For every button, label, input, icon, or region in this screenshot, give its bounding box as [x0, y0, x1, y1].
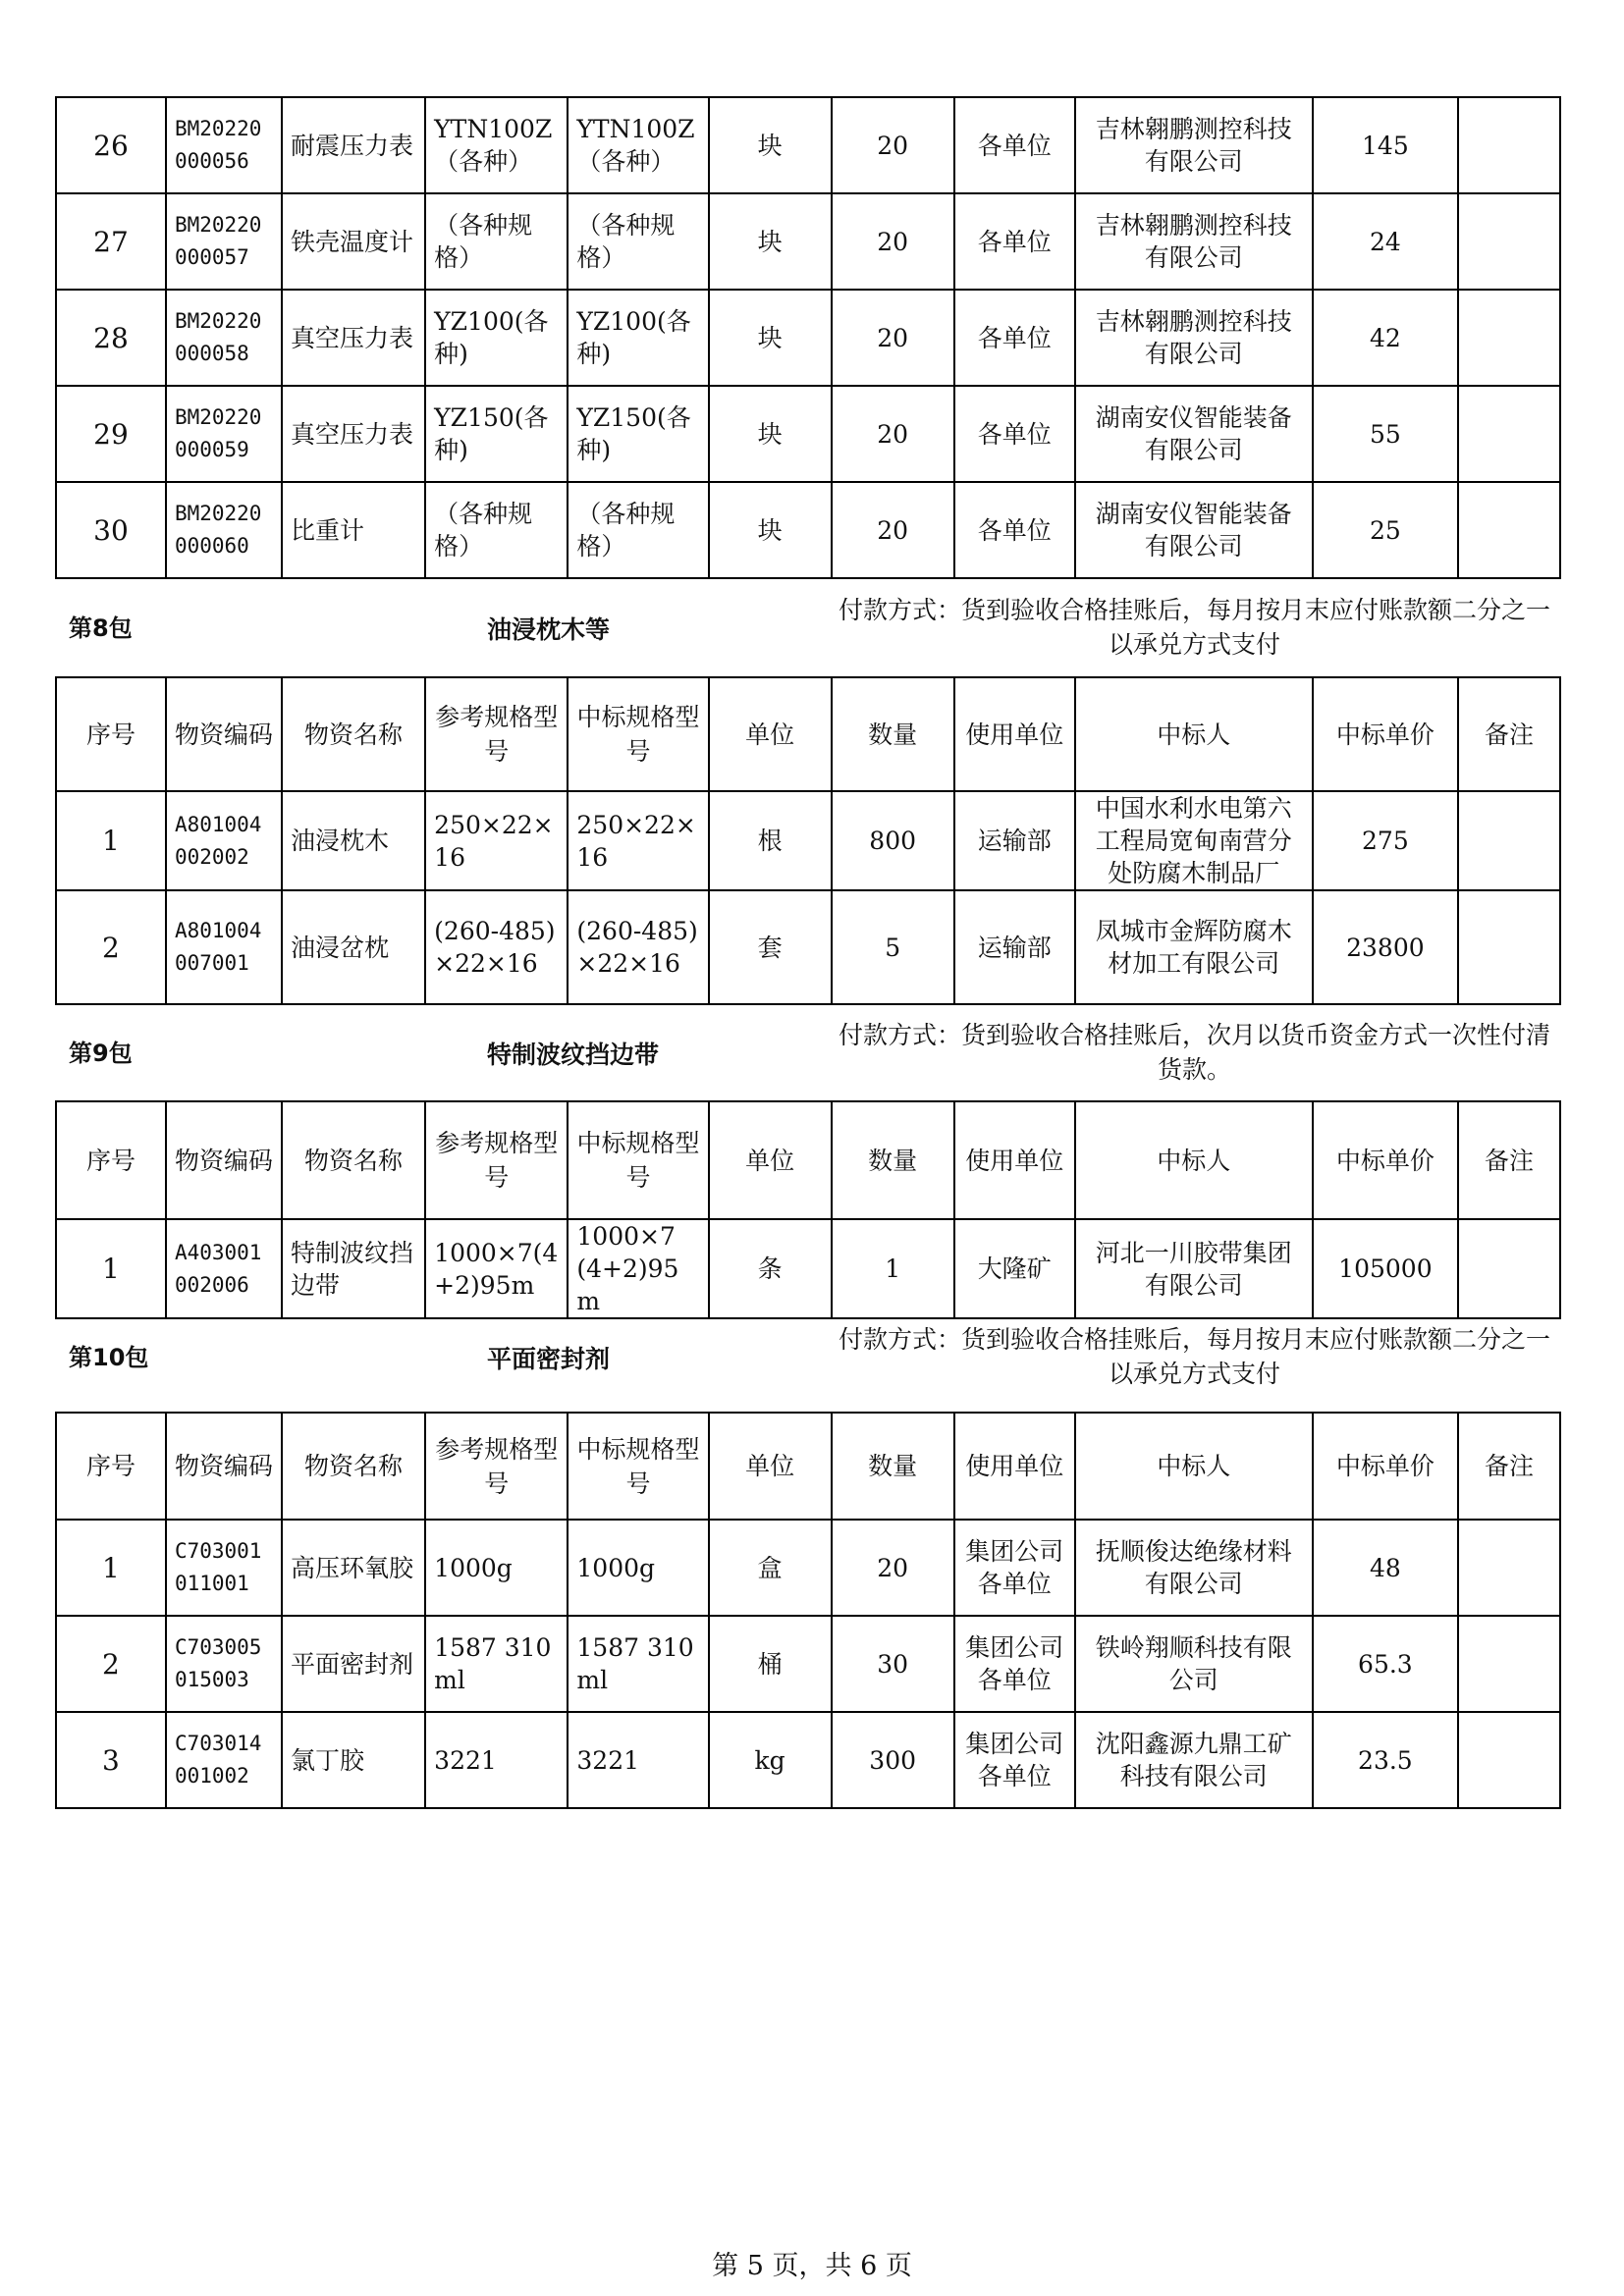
price-cell: 105000 — [1313, 1219, 1458, 1318]
qty-cell: 5 — [832, 890, 954, 1004]
column-header: 中标人 — [1075, 677, 1313, 791]
win-spec-cell: 1000g — [568, 1520, 708, 1616]
code-cell: BM20220000060 — [166, 482, 282, 578]
column-header: 使用单位 — [954, 1101, 1075, 1219]
column-header: 单位 — [709, 1101, 832, 1219]
unit-cell: 盒 — [709, 1520, 832, 1616]
code-cell: BM20220000057 — [166, 193, 282, 290]
column-header: 备注 — [1458, 677, 1560, 791]
win-spec-cell: YZ150(各种) — [568, 386, 708, 482]
package-number: 第9包 — [69, 1040, 133, 1067]
user-cell: 各单位 — [954, 386, 1075, 482]
winner-cell: 铁岭翔顺科技有限公司 — [1075, 1616, 1313, 1712]
seq-cell: 1 — [56, 1219, 166, 1318]
table-row — [56, 290, 1560, 386]
price-cell: 24 — [1313, 193, 1458, 290]
qty-cell: 20 — [832, 1520, 954, 1616]
code-cell: BM20220000059 — [166, 386, 282, 482]
table-row — [56, 890, 1560, 1004]
code-cell: C703014001002 — [166, 1712, 282, 1808]
note-cell — [1458, 890, 1560, 1004]
win-spec-cell: YZ100(各种) — [568, 290, 708, 386]
name-cell: 平面密封剂 — [282, 1616, 425, 1712]
win-spec-cell: YTN100Z（各种） — [568, 97, 708, 193]
name-cell: 铁壳温度计 — [282, 193, 425, 290]
column-header: 中标规格型号 — [568, 1413, 708, 1520]
column-header: 序号 — [56, 677, 166, 791]
column-header: 单位 — [709, 677, 832, 791]
seq-cell: 26 — [56, 97, 166, 193]
user-cell: 各单位 — [954, 290, 1075, 386]
ref-spec-cell: YTN100Z（各种） — [425, 97, 568, 193]
name-cell: 氯丁胶 — [282, 1712, 425, 1808]
ref-spec-cell: YZ150(各种) — [425, 386, 568, 482]
code-cell: C703005015003 — [166, 1616, 282, 1712]
column-header: 中标单价 — [1313, 1413, 1458, 1520]
unit-cell: kg — [709, 1712, 832, 1808]
package-number: 第10包 — [69, 1344, 149, 1371]
unit-cell: 块 — [709, 386, 832, 482]
name-cell: 比重计 — [282, 482, 425, 578]
user-cell: 集团公司各单位 — [954, 1712, 1075, 1808]
column-header: 物资编码 — [166, 1101, 282, 1219]
name-cell: 特制波纹挡边带 — [282, 1219, 425, 1318]
price-cell: 55 — [1313, 386, 1458, 482]
note-cell — [1458, 1219, 1560, 1318]
table-row — [56, 193, 1560, 290]
winner-cell: 吉林翱鹏测控科技有限公司 — [1075, 290, 1313, 386]
table-header-row — [56, 1101, 1560, 1219]
unit-cell: 条 — [709, 1219, 832, 1318]
table-row — [56, 1219, 1560, 1318]
code-cell: BM20220000056 — [166, 97, 282, 193]
winner-cell: 抚顺俊达绝缘材料有限公司 — [1075, 1520, 1313, 1616]
unit-cell: 块 — [709, 482, 832, 578]
unit-cell: 根 — [709, 791, 832, 890]
user-cell: 集团公司各单位 — [954, 1616, 1075, 1712]
price-cell: 48 — [1313, 1520, 1458, 1616]
user-cell: 运输部 — [954, 890, 1075, 1004]
user-cell: 各单位 — [954, 97, 1075, 193]
package-10-table — [55, 1412, 1561, 1809]
seq-cell: 2 — [56, 1616, 166, 1712]
qty-cell: 20 — [832, 193, 954, 290]
win-spec-cell: 1000×7(4+2)95m — [568, 1219, 708, 1318]
note-cell — [1458, 791, 1560, 890]
payment-terms: 付款方式：货到验收合格挂账后，每月按月末应付账款额二分之一以承兑方式支付 — [838, 596, 1550, 659]
qty-cell: 800 — [832, 791, 954, 890]
column-header: 中标单价 — [1313, 1101, 1458, 1219]
win-spec-cell: 250×22×16 — [568, 791, 708, 890]
page-footer: 第 5 页，共 6 页 — [712, 2251, 912, 2281]
user-cell: 集团公司各单位 — [954, 1520, 1075, 1616]
unit-cell: 块 — [709, 290, 832, 386]
seq-cell: 3 — [56, 1712, 166, 1808]
seq-cell: 2 — [56, 890, 166, 1004]
table-header-row — [56, 1413, 1560, 1520]
table-row — [56, 97, 1560, 193]
column-header: 参考规格型号 — [425, 1413, 568, 1520]
winner-cell: 吉林翱鹏测控科技有限公司 — [1075, 193, 1313, 290]
note-cell — [1458, 193, 1560, 290]
column-header: 物资编码 — [166, 1413, 282, 1520]
code-cell: A403001002006 — [166, 1219, 282, 1318]
column-header: 数量 — [832, 677, 954, 791]
user-cell: 运输部 — [954, 791, 1075, 890]
ref-spec-cell: 1587 310ml — [425, 1616, 568, 1712]
user-cell: 大隆矿 — [954, 1219, 1075, 1318]
column-header: 数量 — [832, 1413, 954, 1520]
price-cell: 42 — [1313, 290, 1458, 386]
note-cell — [1458, 290, 1560, 386]
column-header: 使用单位 — [954, 1413, 1075, 1520]
column-header: 序号 — [56, 1413, 166, 1520]
package-10-header — [55, 1318, 1561, 1397]
column-header: 中标规格型号 — [568, 1101, 708, 1219]
price-cell: 25 — [1313, 482, 1458, 578]
code-cell: C703001011001 — [166, 1520, 282, 1616]
winner-cell: 中国水利水电第六工程局宽甸南营分处防腐木制品厂 — [1075, 791, 1313, 890]
seq-cell: 1 — [56, 1520, 166, 1616]
ref-spec-cell: 3221 — [425, 1712, 568, 1808]
ref-spec-cell: （各种规格） — [425, 193, 568, 290]
column-header: 中标单价 — [1313, 677, 1458, 791]
price-cell: 23.5 — [1313, 1712, 1458, 1808]
table-row — [56, 386, 1560, 482]
seq-cell: 30 — [56, 482, 166, 578]
column-header: 物资名称 — [282, 677, 425, 791]
note-cell — [1458, 1712, 1560, 1808]
qty-cell: 20 — [832, 97, 954, 193]
note-cell — [1458, 1616, 1560, 1712]
table-row — [56, 482, 1560, 578]
note-cell — [1458, 386, 1560, 482]
qty-cell: 20 — [832, 386, 954, 482]
column-header: 中标人 — [1075, 1101, 1313, 1219]
winner-cell: 吉林翱鹏测控科技有限公司 — [1075, 97, 1313, 193]
package-title: 油浸枕木等 — [487, 615, 611, 644]
ref-spec-cell: (260-485)×22×16 — [425, 890, 568, 1004]
note-cell — [1458, 97, 1560, 193]
package-9-table — [55, 1100, 1561, 1319]
price-cell: 145 — [1313, 97, 1458, 193]
continued-table — [55, 96, 1561, 579]
column-header: 备注 — [1458, 1101, 1560, 1219]
winner-cell: 湖南安仪智能装备有限公司 — [1075, 386, 1313, 482]
name-cell: 真空压力表 — [282, 290, 425, 386]
name-cell: 耐震压力表 — [282, 97, 425, 193]
package-title: 平面密封剂 — [487, 1345, 611, 1373]
qty-cell: 300 — [832, 1712, 954, 1808]
seq-cell: 1 — [56, 791, 166, 890]
note-cell — [1458, 482, 1560, 578]
winner-cell: 凤城市金辉防腐木材加工有限公司 — [1075, 890, 1313, 1004]
name-cell: 真空压力表 — [282, 386, 425, 482]
qty-cell: 20 — [832, 482, 954, 578]
payment-terms: 付款方式：货到验收合格挂账后，每月按月末应付账款额二分之一以承兑方式支付 — [838, 1325, 1550, 1388]
column-header: 参考规格型号 — [425, 677, 568, 791]
seq-cell: 29 — [56, 386, 166, 482]
column-header: 中标人 — [1075, 1413, 1313, 1520]
name-cell: 油浸枕木 — [282, 791, 425, 890]
table-row — [56, 791, 1560, 890]
unit-cell: 块 — [709, 193, 832, 290]
table-row — [56, 1712, 1560, 1808]
table-header-row — [56, 677, 1560, 791]
qty-cell: 1 — [832, 1219, 954, 1318]
package-8-table — [55, 676, 1561, 1005]
price-cell: 23800 — [1313, 890, 1458, 1004]
code-cell: A801004002002 — [166, 791, 282, 890]
table-row — [56, 1520, 1560, 1616]
unit-cell: 桶 — [709, 1616, 832, 1712]
column-header: 备注 — [1458, 1413, 1560, 1520]
winner-cell: 沈阳鑫源九鼎工矿科技有限公司 — [1075, 1712, 1313, 1808]
win-spec-cell: 1587 310ml — [568, 1616, 708, 1712]
price-cell: 65.3 — [1313, 1616, 1458, 1712]
code-cell: BM20220000058 — [166, 290, 282, 386]
package-8-header — [55, 589, 1561, 667]
column-header: 参考规格型号 — [425, 1101, 568, 1219]
qty-cell: 20 — [832, 290, 954, 386]
name-cell: 高压环氧胶 — [282, 1520, 425, 1616]
unit-cell: 块 — [709, 97, 832, 193]
ref-spec-cell: YZ100(各种) — [425, 290, 568, 386]
note-cell — [1458, 1520, 1560, 1616]
column-header: 中标规格型号 — [568, 677, 708, 791]
seq-cell: 28 — [56, 290, 166, 386]
user-cell: 各单位 — [954, 193, 1075, 290]
package-number: 第8包 — [69, 614, 133, 642]
payment-terms: 付款方式：货到验收合格挂账后，次月以货币资金方式一次性付清货款。 — [838, 1021, 1550, 1084]
ref-spec-cell: 1000×7(4+2)95m — [425, 1219, 568, 1318]
column-header: 使用单位 — [954, 677, 1075, 791]
win-spec-cell: （各种规格） — [568, 482, 708, 578]
package-9-header — [55, 1014, 1561, 1093]
column-header: 单位 — [709, 1413, 832, 1520]
unit-cell: 套 — [709, 890, 832, 1004]
column-header: 物资名称 — [282, 1101, 425, 1219]
column-header: 物资名称 — [282, 1413, 425, 1520]
win-spec-cell: (260-485)×22×16 — [568, 890, 708, 1004]
seq-cell: 27 — [56, 193, 166, 290]
winner-cell: 湖南安仪智能装备有限公司 — [1075, 482, 1313, 578]
package-title: 特制波纹挡边带 — [487, 1041, 660, 1069]
name-cell: 油浸岔枕 — [282, 890, 425, 1004]
column-header: 序号 — [56, 1101, 166, 1219]
column-header: 数量 — [832, 1101, 954, 1219]
ref-spec-cell: 1000g — [425, 1520, 568, 1616]
code-cell: A801004007001 — [166, 890, 282, 1004]
winner-cell: 河北一川胶带集团有限公司 — [1075, 1219, 1313, 1318]
column-header: 物资编码 — [166, 677, 282, 791]
user-cell: 各单位 — [954, 482, 1075, 578]
win-spec-cell: 3221 — [568, 1712, 708, 1808]
ref-spec-cell: 250×22×16 — [425, 791, 568, 890]
table-row — [56, 1616, 1560, 1712]
win-spec-cell: （各种规格） — [568, 193, 708, 290]
price-cell: 275 — [1313, 791, 1458, 890]
qty-cell: 30 — [832, 1616, 954, 1712]
ref-spec-cell: （各种规格） — [425, 482, 568, 578]
